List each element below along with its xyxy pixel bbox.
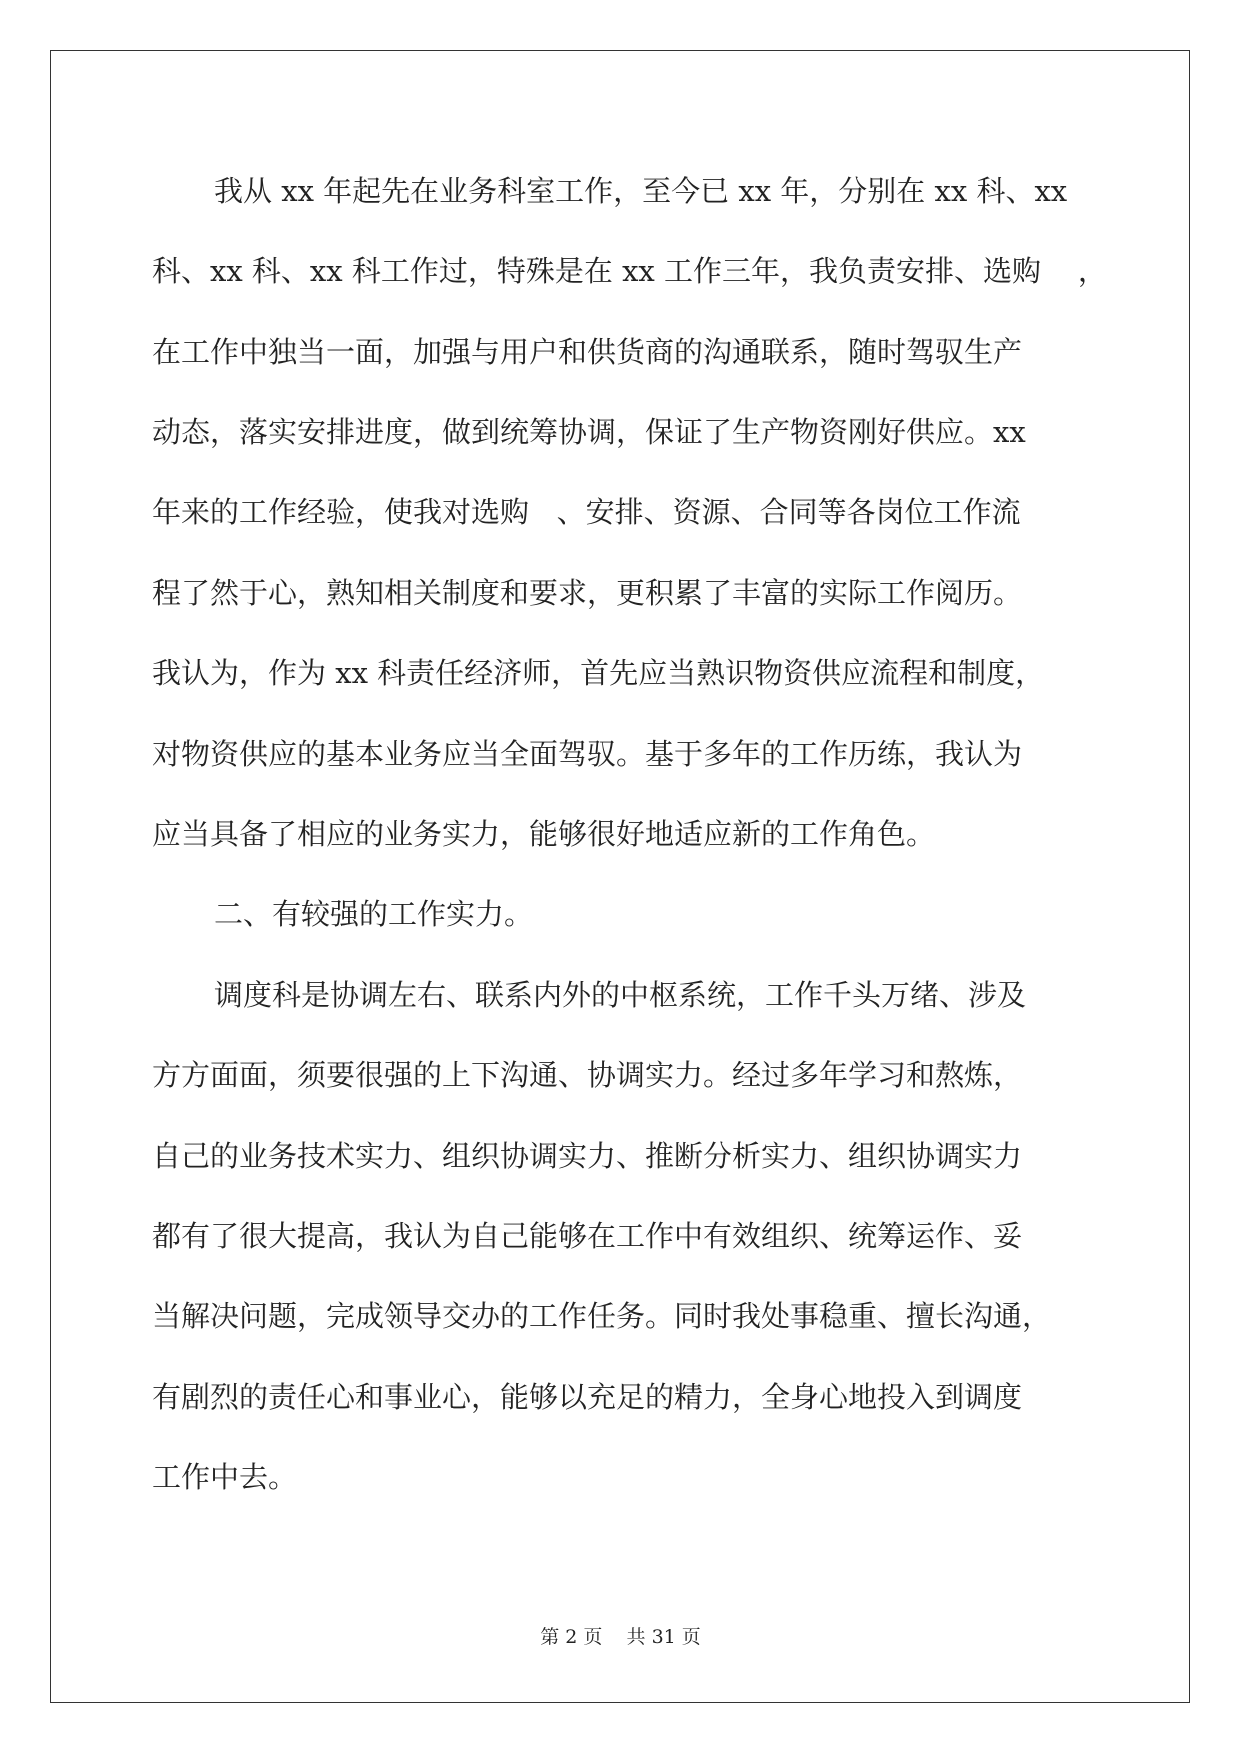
page-number-footer: 第 2 页 共 31 页: [540, 1626, 701, 1648]
paragraph-2-line-4: 都有了很大提高，我认为自己能够在工作中有效组织、统筹运作、妥: [152, 1219, 1023, 1253]
paragraph-2-line-2: 方方面面，须要很强的上下沟通、协调实力。经过多年学习和熬炼，: [152, 1058, 1023, 1092]
paragraph-1-line-8: 对物资供应的基本业务应当全面驾驭。基于多年的工作历练，我认为: [152, 737, 1023, 771]
paragraph-2-line-1: 调度科是协调左右、联系内外的中枢系统，工作千头万绪、涉及: [214, 978, 1027, 1012]
paragraph-2-line-6: 有剧烈的责任心和事业心，能够以充足的精力，全身心地投入到调度: [152, 1380, 1023, 1414]
paragraph-1-line-1: 我从 xx 年起先在业务科室工作，至今已 xx 年，分别在 xx 科、xx: [214, 174, 1068, 208]
paragraph-1-line-2: 科、xx 科、xx 科工作过，特殊是在 xx 工作三年，我负责安排、选购 ，: [152, 254, 1107, 288]
paragraph-1-line-3: 在工作中独当一面，加强与用户和供货商的沟通联系，随时驾驭生产: [152, 335, 1023, 369]
paragraph-1-line-4: 动态，落实安排进度，做到统筹协调，保证了生产物资刚好供应。xx: [152, 415, 1026, 449]
paragraph-1-line-5: 年来的工作经验，使我对选购 、安排、资源、合同等各岗位工作流: [152, 495, 1021, 529]
paragraph-2-line-7: 工作中去。: [152, 1460, 298, 1494]
paragraph-1-line-6: 程了然于心，熟知相关制度和要求，更积累了丰富的实际工作阅历。: [152, 576, 1023, 610]
section-heading-2: 二、有较强的工作实力。: [214, 897, 534, 931]
paragraph-2-line-3: 自己的业务技术实力、组织协调实力、推断分析实力、组织协调实力: [152, 1139, 1023, 1173]
page-border: [50, 50, 1190, 1703]
paragraph-1-line-9: 应当具备了相应的业务实力，能够很好地适应新的工作角色。: [152, 817, 936, 851]
paragraph-2-line-5: 当解决问题，完成领导交办的工作任务。同时我处事稳重、擅长沟通，: [152, 1299, 1052, 1333]
paragraph-1-line-7: 我认为，作为 xx 科责任经济师，首先应当熟识物资供应流程和制度，: [152, 656, 1045, 690]
